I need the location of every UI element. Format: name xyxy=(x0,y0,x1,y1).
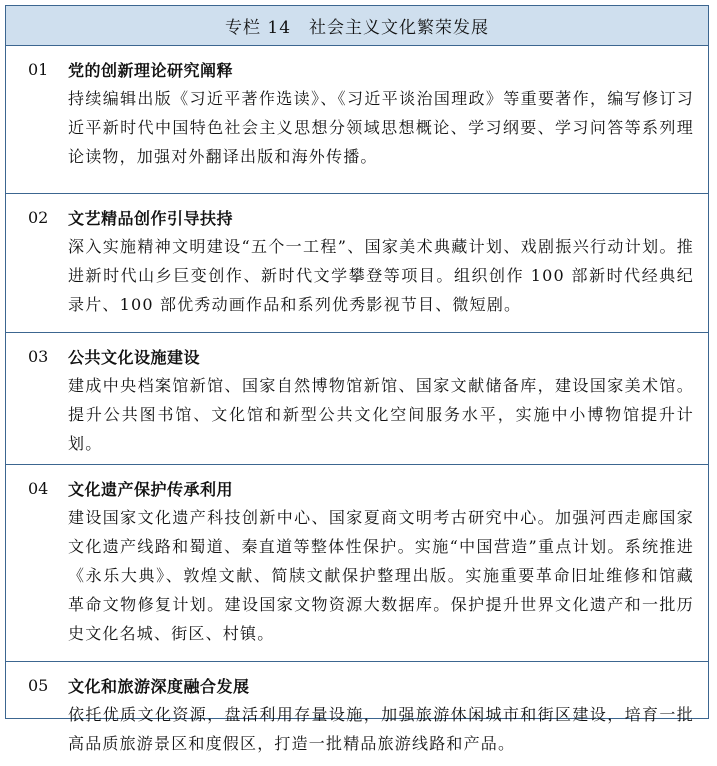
section-header xyxy=(6,670,694,700)
section-body: 深入实施精神文明建设“五个一工程”、国家美术典藏计划、戏剧振兴行动计划。推进新时代山乡巨变创作、新时代文学攀登等项目。组织创作 100 部新时代经典纪录片、100 部优秀动画作品和系列优秀影视节目、微短剧。 xyxy=(68,237,694,314)
section-body: 持续编辑出版《习近平著作选读》、《习近平谈治国理政》等重要著作，编写修订习近平新时代中国特色社会主义思想分领域思想概论、学习纲要、学习问答等系列理论读物，加强对外翻译出版和海外传播。 xyxy=(68,89,694,166)
section-title: 文化遗产保护传承利用 xyxy=(68,479,234,499)
section-title: 文化和旅游深度融合发展 xyxy=(68,676,250,696)
section-title: 文艺精品创作引导扶持 xyxy=(68,208,234,228)
section-number: 04 xyxy=(28,478,49,498)
section-body: 建设国家文化遗产科技创新中心、国家夏商文明考古研究中心。加强河西走廊国家文化遗产线路和蜀道、秦直道等整体性保护。实施“中国营造”重点计划。系统推进《永乐大典》、敦煌文献、简牍文献保护整理出版。实施重要革命旧址维修和馆藏革命文物修复计划。建设国家文物资源大数据库。保护提升世界文化遗产和一批历史文化名城、街区、村镇。 xyxy=(68,508,694,643)
section-01 xyxy=(6,54,708,194)
section-header xyxy=(6,473,694,503)
section-number: 02 xyxy=(28,207,49,227)
section-number: 01 xyxy=(28,59,49,79)
section-title: 党的创新理论研究阐释 xyxy=(68,60,234,80)
section-title: 公共文化设施建设 xyxy=(68,347,201,367)
column-title: 专栏 14 社会主义文化繁荣发展 xyxy=(6,6,708,46)
section-body: 依托优质文化资源，盘活利用存量设施，加强旅游休闲城市和街区建设，培育一批高品质旅游景区和度假区，打造一批精品旅游线路和产品。 xyxy=(68,705,694,753)
column-box xyxy=(5,5,709,753)
section-body: 建成中央档案馆新馆、国家自然博物馆新馆、国家文献储备库，建设国家美术馆。提升公共图书馆、文化馆和新型公共文化空间服务水平，实施中小博物馆提升计划。 xyxy=(68,376,694,453)
section-04 xyxy=(6,473,708,662)
section-05 xyxy=(6,670,708,766)
section-number: 05 xyxy=(28,675,49,695)
section-02 xyxy=(6,202,708,333)
section-number: 03 xyxy=(28,346,49,366)
section-header xyxy=(6,202,694,232)
section-03 xyxy=(6,341,708,465)
section-header xyxy=(6,54,694,84)
section-header xyxy=(6,341,694,371)
